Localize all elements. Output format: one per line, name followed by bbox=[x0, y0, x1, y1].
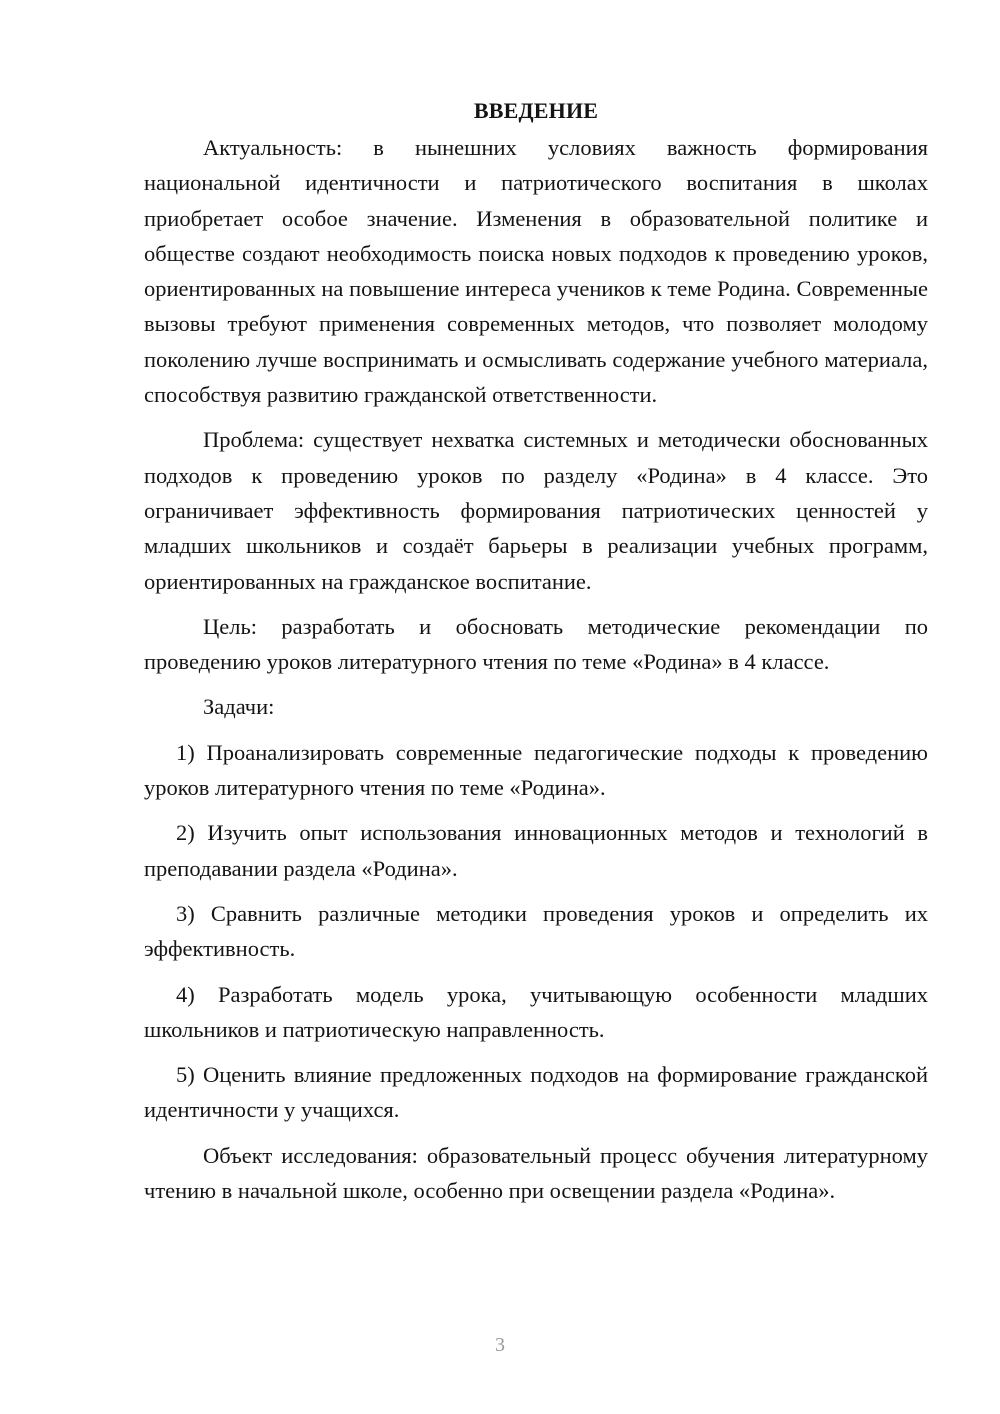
object-paragraph: Объект исследования: образовательный процесс обучения литературному чтению в начальной школе, особенно при освещении раздела «Родина». bbox=[144, 1142, 928, 1204]
page-title: ВВЕДЕНИЕ bbox=[473, 98, 599, 123]
task-item-4: 4) Разработать модель урока, учитывающую особенности младших школьников и патриотическую направленность. bbox=[144, 981, 928, 1042]
page-number: 3 bbox=[495, 1334, 505, 1356]
task-item-3: 3) Сравнить различные методики проведения уроков и определить их эффективность. bbox=[144, 900, 928, 962]
tasks-heading: Задачи: bbox=[203, 694, 275, 720]
task-item-1: 1) Проанализировать современные педагогические подходы к проведению уроков литературного чтения по теме «Родина». bbox=[144, 739, 928, 801]
task-item-2: 2) Изучить опыт использования инновационных методов и технологий в преподавании раздела «Родина». bbox=[144, 820, 928, 881]
goal-paragraph: Цель: разработать и обосновать методические рекомендации по проведению уроков литературного чтения по теме «Родина» в 4 классе. bbox=[144, 613, 928, 675]
relevance-paragraph: Актуальность: в нынешних условиях важность формирования национальной идентичности и патриотического воспитания в школах приобретает особое значение. Изменения в образовательной политике и обществе создают необходимость поиска новых подходов к проведению уроков, ориентированных на повышение интереса учеников к теме Родина. Современные вызовы требуют применения современных методов, что позволяет молодому поколению лучше воспринимать и осмысливать содержание учебного материала, способствуя развитию гражданской ответственности. bbox=[144, 135, 928, 408]
problem-paragraph: Проблема: существует нехватка системных и методически обоснованных подходов к проведению уроков по разделу «Родина» в 4 классе. Это ограничивает эффективность формирования патриотических ценностей у младших школьников и создаёт барьеры в реализации учебных программ, ориентированных на гражданское воспитание. bbox=[144, 427, 928, 594]
document-page bbox=[144, 93, 928, 1208]
task-item-5: 5) Оценить влияние предложенных подходов на формирование гражданской идентичности у учащихся. bbox=[144, 1062, 928, 1123]
